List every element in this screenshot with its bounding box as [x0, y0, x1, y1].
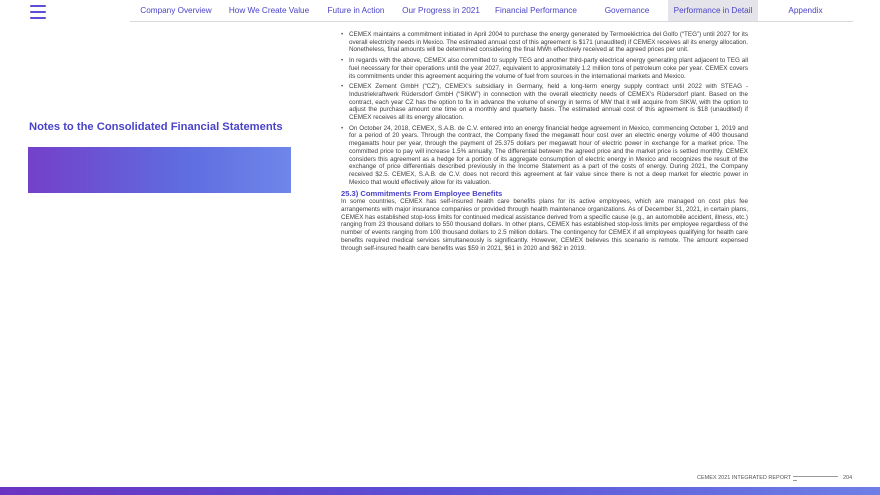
nav-company-overview[interactable]: Company Overview	[140, 6, 212, 15]
bullet-teg-energy: • CEMEX maintains a commitment initiated in April 2004 to purchase the energy generated by Termoeléctrica del Golfo (“TEG”) until 2027 for its overall electricity needs in Mexico. The estimated annual cost of this agreement is $171 (unaudited) if CEMEX receives all its energy allocation. Nonetheless, final amounts will be determined considering the final MWh effectively received at the agreed prices per unit.	[341, 31, 748, 54]
footer-dash	[793, 480, 797, 481]
bullet-energy-hedge: • On October 24, 2018, CEMEX, S.A.B. de C.V. entered into an energy financial hedge agreement in Mexico, commencing October 1, 2019 and for a period of 20 years. Through the contract, the Company fixed the megawatt hour cost over an electric energy volume of 400 thousand megawatts hour per year, through the payment of 25.375 dollars per megawatt hour of electric power in exchange for a market price. The committed price to pay will increase 1.5% annually. The differential between the agreed price and the market price is settled monthly. CEMEX considers this agreement as a hedge for a portion of its aggregate consumption of electric energy in Mexico and recognizes the result of the exchange of price differentials described previously in the Income Statement as a part of the costs of energy. During 2021, the Company received $2.5. CEMEX, S.A.B. de C.V. does not record this agreement at fair value since there is not a deep market for electric power in Mexico that would effectively allow for its valuation.	[341, 125, 748, 187]
bullet-cemex-zement: • CEMEX Zement GmbH (“CZ”), CEMEX’s subsidiary in Germany, held a long-term energy supply contract until 2022 with STEAG - Industriekraftwerk Rüdersdorf GmbH (“SIKW”) in connection with the overall electricity needs of CEMEX’s Rüdersdorf plant. Based on the contract, each year CZ has the option to fix in advance the volume of energy in terms of MW that it will acquire from SIKW, with the option to adjust the purchase amount one time on a monthly and quarterly basis. The estimated annual cost of this agreement is $18 (unaudited) if CEMEX receives all its energy allocation.	[341, 83, 748, 122]
page-number: 204	[843, 475, 853, 481]
nav-financial-performance[interactable]: Financial Performance	[495, 6, 577, 15]
footer-report-title: CEMEX 2021 INTEGRATED REPORT	[697, 475, 792, 481]
section-color-band	[28, 147, 291, 193]
nav-governance[interactable]: Governance	[604, 6, 650, 15]
nav-our-progress-2021[interactable]: Our Progress in 2021	[402, 6, 480, 15]
bottom-color-band	[0, 487, 880, 495]
nav-appendix[interactable]: Appendix	[788, 6, 823, 15]
bullet-teg-fuel: • In regards with the above, CEMEX also committed to supply TEG and another third-party electrical energy generating plant adjacent to TEG all fuel necessary for their operations until the year 2027, equivalent to approximately 1.2 million tons of petroleum coke per year. CEMEX covers its commitments under this agreement acquiring the volume of fuel from sources in the international markets and Mexico.	[341, 57, 748, 80]
footer-divider	[793, 476, 838, 477]
main-content	[341, 31, 748, 252]
hamburger-menu-icon[interactable]	[30, 5, 46, 19]
subsection-heading: 25.3) Commitments From Employee Benefits	[341, 189, 503, 199]
nav-future-in-action[interactable]: Future in Action	[327, 6, 385, 15]
subsection-body: In some countries, CEMEX has self-insured health care benefits plans for its active employees, which are managed on cost plus fee arrangements with major insurance companies or provided through health maintenance organizations. As of December 31, 2021, in certain plans, CEMEX has established stop-loss limits for continued medical assistance derived from a specific cause (e.g., an automobile accident, illness, etc.) ranging from 23 thousand dollars to 550 thousand dollars. In other plans, CEMEX has established stop-loss limits per employee regardless of the number of events ranging from 100 thousand dollars to 2.5 million dollars. The contingency for CEMEX if all employees qualifying for health care benefits required medical services simultaneously is significantly. However, CEMEX believes this scenario is remote. The amount expensed through self-insured health care benefits was $59 in 2021, $61 in 2020 and $62 in 2019.	[341, 198, 748, 252]
top-navigation	[130, 0, 853, 22]
nav-how-we-create-value[interactable]: How We Create Value	[228, 6, 310, 15]
nav-performance-in-detail[interactable]: Performance in Detail	[668, 0, 758, 21]
section-title: Notes to the Consolidated Financial Statements	[29, 121, 283, 133]
